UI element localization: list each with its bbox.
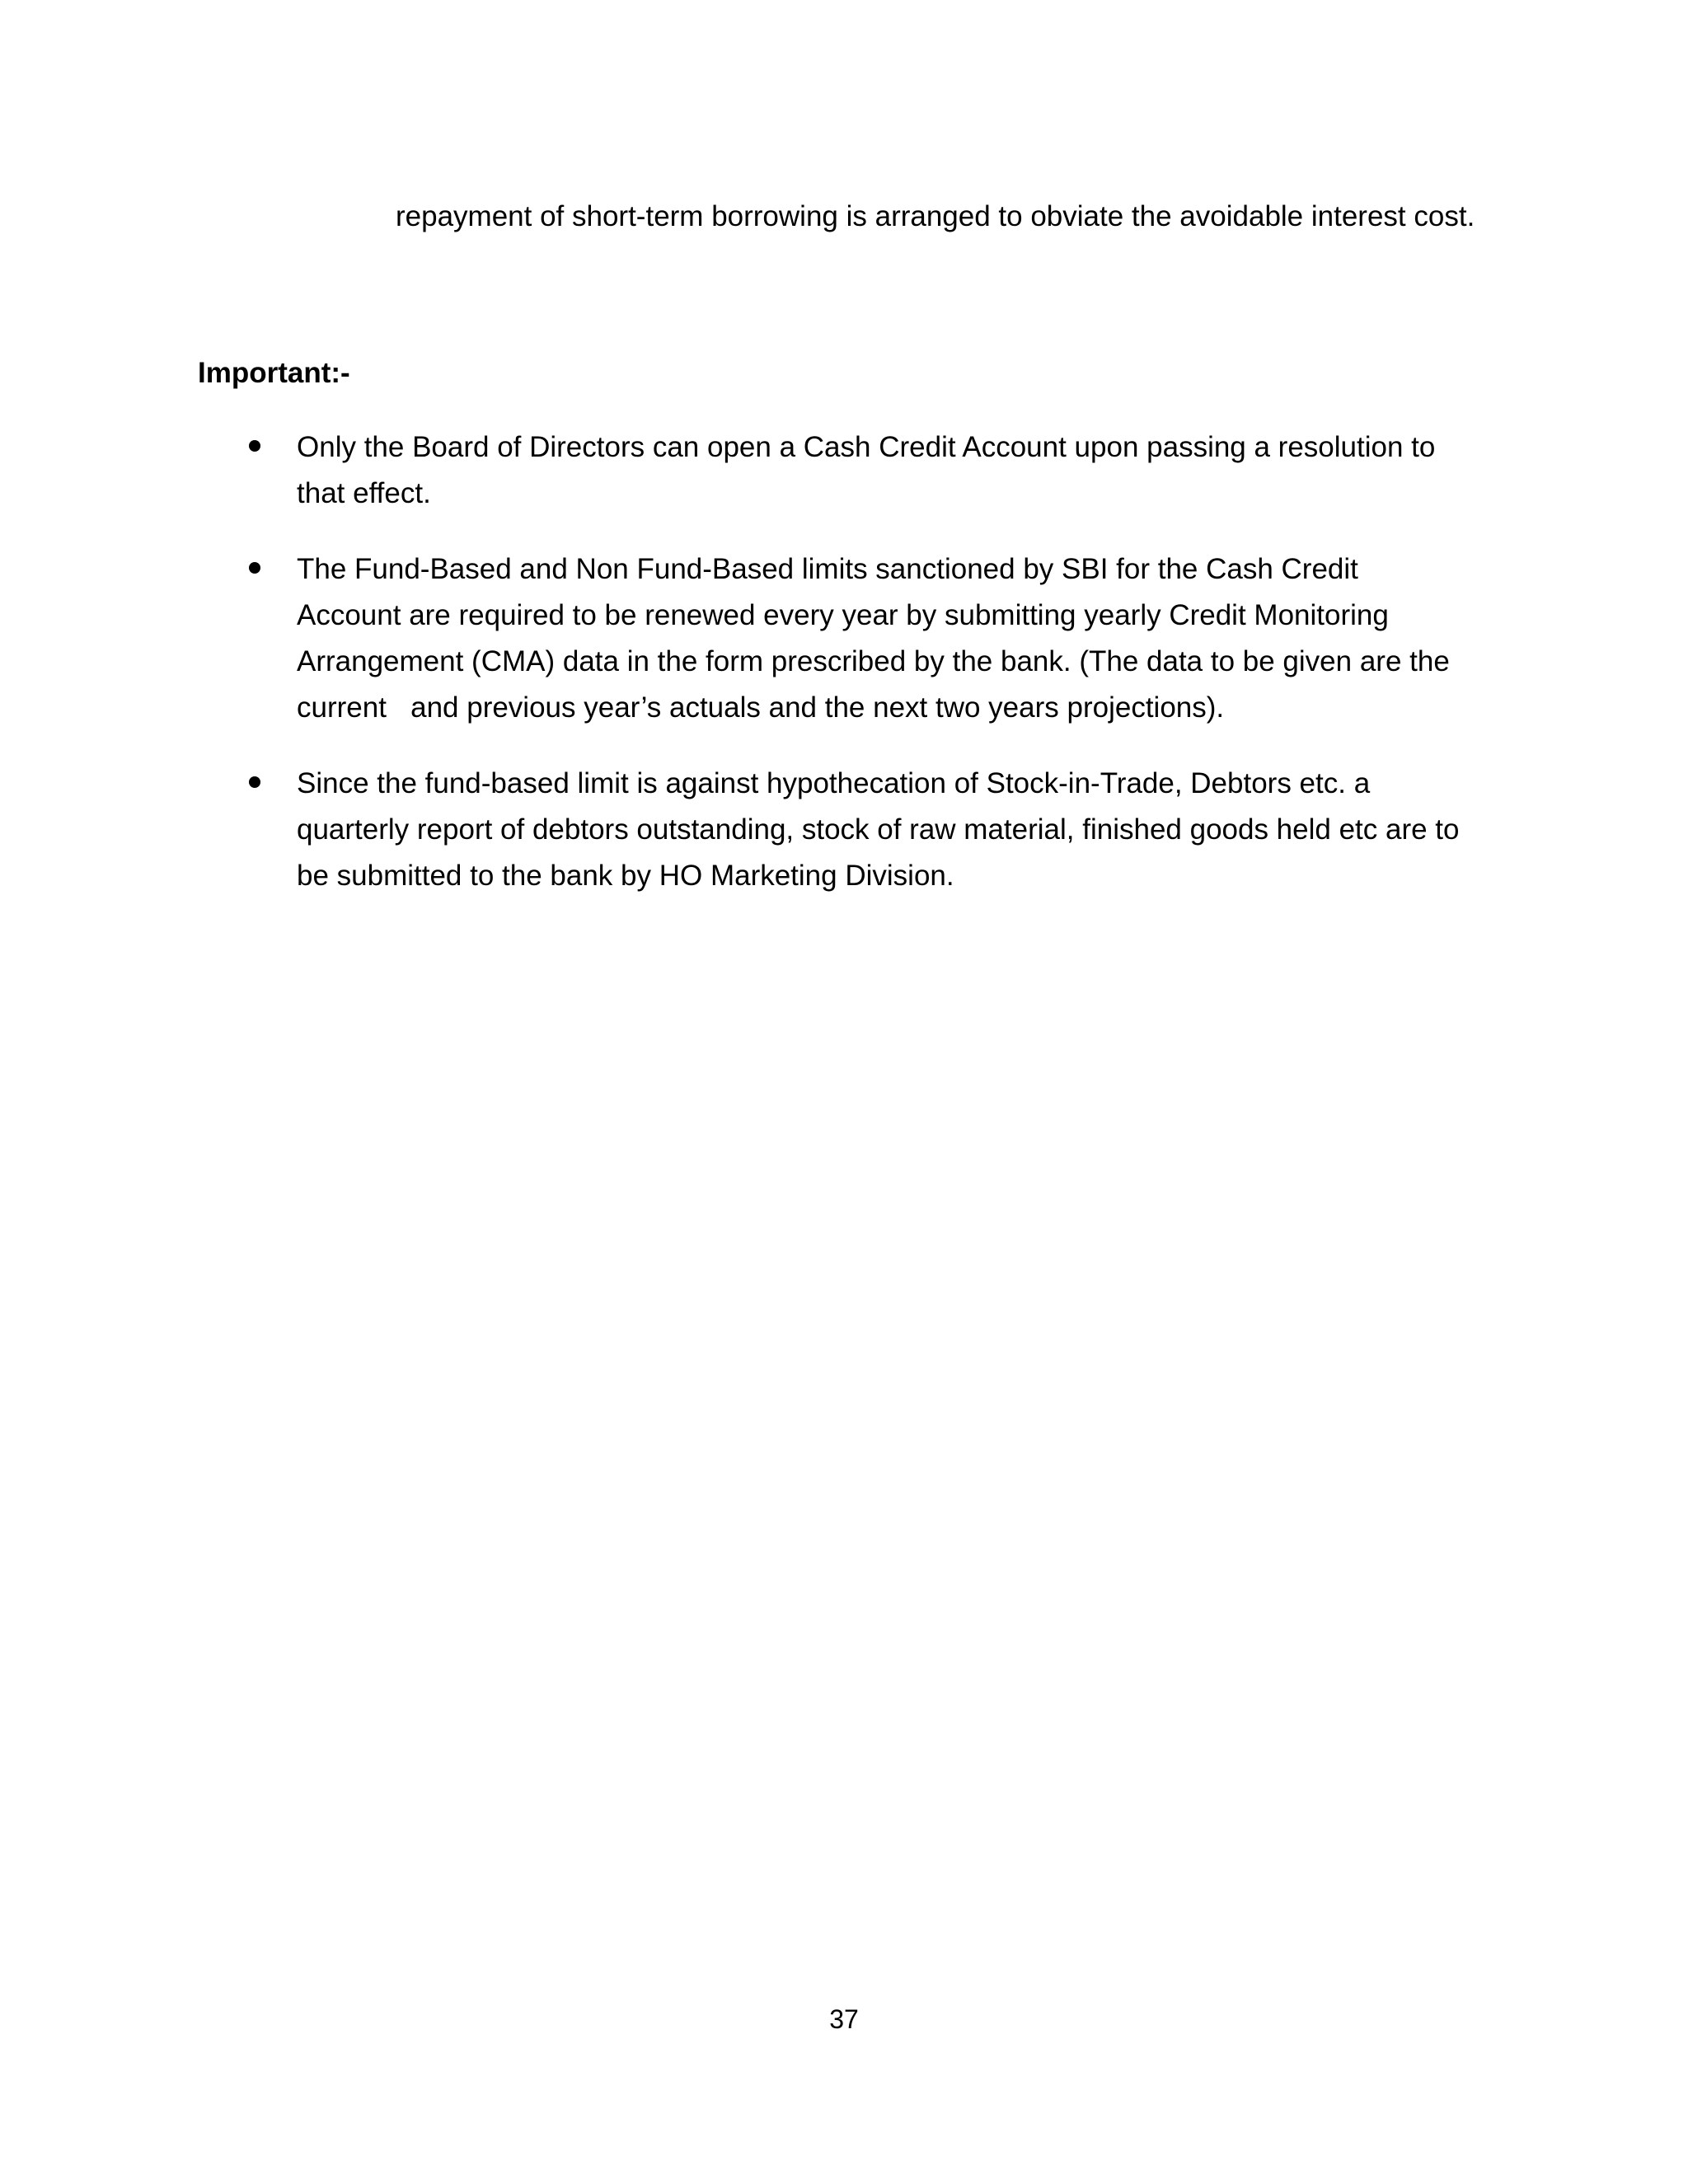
bullet-text: The Fund-Based and Non Fund-Based limits sanctioned by SBI for the Cash Credit Account are required to be renewed every year by submitting yearly Credit Monitoring Arrangement (CMA) data in the form prescribed by the bank. (The data to be given are the current and previous year’s actuals and the next two years projections). [297,553,1458,724]
bullet-list [0,424,1688,929]
section-heading: Important:- [198,357,350,389]
bullet-icon [249,440,260,452]
page-number: 37 [829,2004,859,2034]
list-item [0,761,1688,899]
bullet-text: Only the Board of Directors can open a Cash Credit Account upon passing a resolution to that effect. [297,431,1444,509]
bullet-icon [249,776,260,788]
list-item [0,424,1688,517]
list-item [0,546,1688,731]
bullet-icon [249,562,260,574]
bullet-text: Since the fund-based limit is against hypothecation of Stock-in-Trade, Debtors etc. a quarterly report of debtors outstanding, stock of raw material, finished goods held etc are to be submitted to the bank by HO Marketing Division. [297,767,1468,892]
continued-paragraph: repayment of short-term borrowing is arranged to obviate the avoidable interest cost. [396,200,1475,232]
